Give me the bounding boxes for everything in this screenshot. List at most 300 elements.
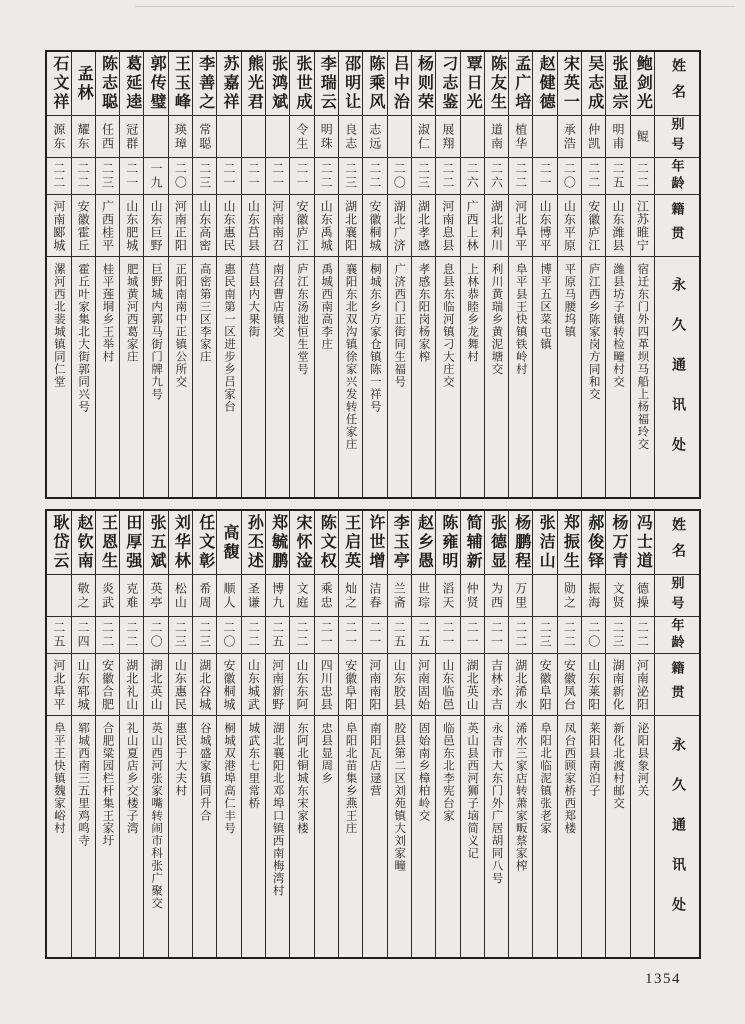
name-cell — [266, 511, 289, 575]
name-cell — [120, 511, 143, 575]
address-cell — [339, 257, 362, 497]
native-place-cell — [144, 195, 167, 257]
entry-name: 杨则荣 — [415, 55, 433, 112]
alias-cell — [217, 116, 240, 158]
entry-native-place: 河南息县 — [440, 199, 455, 252]
alias-cell — [412, 575, 435, 617]
age-cell — [290, 158, 313, 195]
native-place-cell — [485, 654, 508, 716]
name-cell — [339, 52, 362, 116]
entry-address: 固始南乡樟柏岭交 — [417, 722, 430, 822]
header-alias-cell — [655, 116, 699, 158]
entry-name: 冯士道 — [634, 514, 652, 571]
entry-column — [265, 511, 289, 957]
name-cell — [363, 511, 386, 575]
native-place-cell — [217, 654, 240, 716]
entry-address: 平原马腰坞镇 — [563, 263, 576, 338]
entry-address: 惠民于大夫村 — [174, 722, 187, 797]
entry-age: 二二 — [76, 162, 91, 190]
name-cell — [339, 511, 362, 575]
entry-name: 吴志成 — [585, 55, 603, 112]
entry-name: 刘华林 — [172, 514, 190, 571]
entry-age: 二一 — [246, 162, 261, 190]
entry-address: 肥城黄河西葛家庄 — [125, 263, 138, 363]
entry-column — [435, 511, 459, 957]
entry-age: 二〇 — [222, 621, 237, 649]
entry-age: 二五 — [392, 621, 407, 649]
header-column — [654, 52, 699, 497]
entry-address: 合肥粱园栏杆集王家圩 — [101, 722, 114, 847]
entry-address: 南召曹店镇交 — [271, 263, 284, 338]
entry-column — [119, 52, 143, 497]
entry-age: 二二 — [635, 621, 650, 649]
entry-age: 二一 — [124, 162, 139, 190]
entry-address: 博平五区菜屯镇 — [539, 263, 552, 351]
entry-native-place: 山东郓城 — [76, 658, 91, 711]
alias-cell — [47, 116, 70, 158]
native-place-cell — [558, 654, 581, 716]
name-cell — [193, 52, 216, 116]
header-age-label: 年龄 — [669, 159, 685, 193]
entry-age: 二三 — [538, 621, 553, 649]
entry-alias: 振海 — [586, 581, 601, 610]
name-cell — [509, 52, 532, 116]
entry-name: 孟林 — [75, 64, 93, 103]
name-cell — [631, 52, 654, 116]
entry-name: 苏嘉祥 — [221, 55, 239, 112]
native-place-cell — [339, 195, 362, 257]
entry-address: 凤台西顾家桥西郑楼 — [563, 722, 576, 835]
entry-native-place: 安徽霍丘 — [76, 199, 91, 252]
name-cell — [412, 52, 435, 116]
entry-column — [241, 511, 265, 957]
native-place-cell — [193, 654, 216, 716]
entry-native-place: 湖北英山 — [465, 658, 480, 711]
header-name-label: 姓名 — [670, 57, 685, 110]
entry-alias: 乘忠 — [319, 581, 334, 610]
alias-cell — [363, 575, 386, 617]
name-cell — [436, 511, 459, 575]
name-cell — [217, 52, 240, 116]
entry-age: 一九 — [149, 162, 164, 190]
entry-alias: 展翔 — [440, 122, 455, 151]
entry-address: 谷城盛家镇同升合 — [198, 722, 211, 822]
address-cell — [533, 716, 556, 957]
native-place-cell — [242, 195, 265, 257]
native-place-cell — [120, 654, 143, 716]
entry-address: 惠民南第一区进步乡吕家台 — [223, 263, 236, 413]
entry-address: 郓城西南三五里鸡鸣寺 — [77, 722, 90, 847]
age-cell — [509, 617, 532, 654]
entry-column — [557, 511, 581, 957]
address-cell — [558, 257, 581, 497]
entry-alias: 滔天 — [440, 581, 455, 610]
native-place-cell — [631, 195, 654, 257]
alias-cell — [169, 575, 192, 617]
native-place-cell — [96, 195, 119, 257]
alias-cell — [315, 116, 338, 158]
address-cell — [582, 257, 605, 497]
entry-column — [411, 52, 435, 497]
native-place-cell — [169, 654, 192, 716]
entry-column — [289, 511, 313, 957]
entry-address: 襄阳东北双沟镇徐家兴发转任家庄 — [344, 263, 357, 451]
alias-cell — [388, 575, 411, 617]
header-native-cell — [655, 654, 699, 716]
entry-alias: 灿之 — [343, 581, 358, 610]
age-cell — [96, 158, 119, 195]
entry-name: 张德显 — [488, 514, 506, 571]
age-cell — [582, 158, 605, 195]
entry-age: 二一 — [343, 621, 358, 649]
entry-alias: 万里 — [513, 581, 528, 610]
entry-alias: 常聪 — [197, 122, 212, 151]
entry-age: 二一 — [270, 162, 285, 190]
entry-age: 二四 — [76, 621, 91, 649]
address-cell — [606, 257, 629, 497]
native-place-cell — [533, 654, 556, 716]
address-cell — [193, 257, 216, 497]
name-cell — [217, 511, 240, 575]
native-place-cell — [242, 654, 265, 716]
native-place-cell — [509, 654, 532, 716]
entry-native-place: 山东城武 — [246, 658, 261, 711]
entry-address: 胶县第二区刘苑镇大刘家疃 — [393, 722, 406, 872]
entry-age: 二五 — [270, 621, 285, 649]
entry-alias: 英亭 — [149, 581, 164, 610]
entry-alias: 敬之 — [76, 581, 91, 610]
name-cell — [461, 511, 484, 575]
header-alias-label: 别号 — [669, 116, 685, 157]
entry-native-place: 河南南召 — [270, 199, 285, 252]
name-cell — [96, 511, 119, 575]
alias-cell — [144, 116, 167, 158]
age-cell — [388, 158, 411, 195]
entry-alias: 明珠 — [319, 122, 334, 151]
address-cell — [72, 716, 95, 957]
entry-alias: 洁春 — [367, 581, 382, 610]
entry-native-place: 山东莒县 — [246, 199, 261, 252]
scan-edge-line — [135, 6, 735, 7]
entry-address: 霍丘叶家集北大街郭同兴号 — [77, 263, 90, 413]
age-cell — [72, 158, 95, 195]
native-place-cell — [363, 195, 386, 257]
age-cell — [169, 158, 192, 195]
name-cell — [363, 52, 386, 116]
entry-name: 宋怀淦 — [293, 514, 311, 571]
entry-native-place: 河北阜平 — [513, 199, 528, 252]
entry-address: 泌阳县象河关 — [636, 722, 649, 797]
name-cell — [266, 52, 289, 116]
age-cell — [144, 617, 167, 654]
name-cell — [315, 52, 338, 116]
header-alias-cell — [655, 575, 699, 617]
entry-native-place: 山东肥城 — [124, 199, 139, 252]
entry-column — [192, 52, 216, 497]
entry-name: 刁志鉴 — [439, 55, 457, 112]
native-place-cell — [388, 654, 411, 716]
entry-age: 二二 — [100, 621, 115, 649]
entry-address: 莱阳县南泊子 — [587, 722, 600, 797]
header-native-label: 籍贯 — [669, 660, 685, 709]
address-cell — [193, 716, 216, 957]
name-cell — [193, 511, 216, 575]
age-cell — [339, 158, 362, 195]
alias-cell — [144, 575, 167, 617]
entry-age: 二二 — [513, 162, 528, 190]
header-age-cell — [655, 617, 699, 654]
entry-native-place: 湖南新化 — [611, 658, 626, 711]
name-cell — [533, 52, 556, 116]
entry-age: 二二 — [440, 162, 455, 190]
entry-address: 阜阳北临泥镇张老家 — [539, 722, 552, 835]
entry-name: 孟广培 — [512, 55, 530, 112]
entry-age: 二二 — [319, 162, 334, 190]
entry-column — [338, 52, 362, 497]
entry-age: 二三 — [611, 621, 626, 649]
name-cell — [47, 511, 70, 575]
alias-cell — [217, 575, 240, 617]
age-cell — [582, 617, 605, 654]
native-place-cell — [266, 195, 289, 257]
entry-address: 利川黄瑞乡黄泥塘交 — [490, 263, 503, 376]
native-place-cell — [315, 654, 338, 716]
entry-column — [362, 511, 386, 957]
entry-alias: 冠群 — [124, 122, 139, 151]
age-cell — [533, 158, 556, 195]
entry-native-place: 江苏睢宁 — [635, 199, 650, 252]
name-cell — [169, 52, 192, 116]
entry-age: 二三 — [343, 162, 358, 190]
address-cell — [169, 257, 192, 497]
address-cell — [290, 716, 313, 957]
entry-column — [508, 52, 532, 497]
entry-name: 郝俊铎 — [585, 514, 603, 571]
age-cell — [217, 158, 240, 195]
native-place-cell — [339, 654, 362, 716]
alias-cell — [509, 116, 532, 158]
native-place-cell — [582, 654, 605, 716]
alias-cell — [72, 116, 95, 158]
entry-native-place: 安徽庐江 — [294, 199, 309, 252]
entry-address: 临邑东北李宪台家 — [441, 722, 454, 822]
age-cell — [72, 617, 95, 654]
header-alias-label: 别号 — [669, 575, 685, 616]
name-cell — [144, 52, 167, 116]
alias-cell — [339, 116, 362, 158]
address-cell — [436, 716, 459, 957]
entry-age: 二〇 — [173, 162, 188, 190]
address-cell — [96, 257, 119, 497]
entry-age: 二三 — [173, 621, 188, 649]
entry-column — [95, 511, 119, 957]
entry-column — [119, 511, 143, 957]
alias-cell — [485, 575, 508, 617]
entry-address: 永吉市大东门外广居胡同八号 — [490, 722, 503, 885]
entry-address: 高密第三区李家庄 — [198, 263, 211, 363]
entry-alias: 植华 — [513, 122, 528, 151]
entry-column — [484, 52, 508, 497]
register-table — [45, 509, 701, 959]
name-cell — [120, 52, 143, 116]
age-cell — [533, 617, 556, 654]
entry-alias: 源东 — [51, 122, 66, 151]
entry-name: 覃日光 — [464, 55, 482, 112]
age-cell — [436, 158, 459, 195]
native-place-cell — [47, 195, 70, 257]
alias-cell — [242, 575, 265, 617]
entry-alias: 松山 — [173, 581, 188, 610]
entry-native-place: 安徽凤台 — [562, 658, 577, 711]
alias-cell — [388, 116, 411, 158]
entry-alias: 仲凯 — [586, 122, 601, 151]
alias-cell — [120, 116, 143, 158]
address-cell — [582, 716, 605, 957]
entry-address: 漯河西北裴城镇同仁堂 — [52, 263, 65, 388]
entry-name: 耿岱云 — [50, 514, 68, 571]
entry-name: 王玉峰 — [172, 55, 190, 112]
entry-column — [143, 52, 167, 497]
entry-alias: 道南 — [489, 122, 504, 151]
native-place-cell — [47, 654, 70, 716]
entry-name: 张显宗 — [610, 55, 628, 112]
entry-alias: 为西 — [489, 581, 504, 610]
entry-alias: 任西 — [100, 122, 115, 151]
entry-name: 孙丕述 — [245, 514, 263, 571]
alias-cell — [242, 116, 265, 158]
age-cell — [193, 617, 216, 654]
entry-column — [411, 511, 435, 957]
native-place-cell — [96, 654, 119, 716]
entry-address: 城武东七里常桥 — [247, 722, 260, 810]
entry-native-place: 湖北利川 — [489, 199, 504, 252]
entry-age: 二五 — [611, 162, 626, 190]
entry-column — [605, 52, 629, 497]
address-cell — [339, 716, 362, 957]
entry-column — [95, 52, 119, 497]
age-cell — [509, 158, 532, 195]
age-cell — [120, 158, 143, 195]
entry-column — [265, 52, 289, 497]
entry-address: 桂平莲垌乡王举村 — [101, 263, 114, 363]
age-cell — [47, 617, 70, 654]
entry-native-place: 河北阜平 — [51, 658, 66, 711]
age-cell — [242, 617, 265, 654]
entry-address: 南阳瓦店逯营 — [368, 722, 381, 797]
name-cell — [290, 52, 313, 116]
address-cell — [436, 257, 459, 497]
entry-alias: 淑仁 — [416, 122, 431, 151]
name-cell — [144, 511, 167, 575]
entry-native-place: 山东惠民 — [222, 199, 237, 252]
age-cell — [436, 617, 459, 654]
entry-native-place: 山东潍县 — [611, 199, 626, 252]
name-cell — [582, 511, 605, 575]
alias-cell — [72, 575, 95, 617]
entry-native-place: 湖北襄阳 — [343, 199, 358, 252]
entry-name: 邵明让 — [342, 55, 360, 112]
entry-age: 二〇 — [562, 162, 577, 190]
name-cell — [485, 511, 508, 575]
address-cell — [315, 716, 338, 957]
entry-alias: 承浩 — [562, 122, 577, 151]
entry-alias: 瑛璋 — [173, 122, 188, 151]
entry-native-place: 湖北礼山 — [124, 658, 139, 711]
entry-native-place: 山东东阿 — [294, 658, 309, 711]
entry-alias: 圣谦 — [246, 581, 261, 610]
entry-name: 任文彰 — [196, 514, 214, 571]
alias-cell — [363, 116, 386, 158]
entry-column — [216, 511, 240, 957]
alias-cell — [606, 575, 629, 617]
entry-address: 上林恭睦乡龙舞村 — [466, 263, 479, 363]
alias-cell — [558, 575, 581, 617]
alias-cell — [290, 575, 313, 617]
name-cell — [461, 52, 484, 116]
native-place-cell — [485, 195, 508, 257]
entry-address: 巨野城内郭马街门牌九号 — [150, 263, 163, 401]
age-cell — [363, 617, 386, 654]
entry-age: 二五 — [416, 621, 431, 649]
entry-address: 莒县内大果街 — [247, 263, 260, 338]
native-place-cell — [509, 195, 532, 257]
alias-cell — [193, 575, 216, 617]
age-cell — [461, 617, 484, 654]
entry-column — [630, 511, 654, 957]
entry-column — [289, 52, 313, 497]
name-cell — [169, 511, 192, 575]
entry-alias: 耀东 — [76, 122, 91, 151]
entry-native-place: 河南固始 — [416, 658, 431, 711]
native-place-cell — [72, 195, 95, 257]
native-place-cell — [315, 195, 338, 257]
native-place-cell — [558, 195, 581, 257]
alias-cell — [558, 116, 581, 158]
alias-cell — [436, 116, 459, 158]
alias-cell — [509, 575, 532, 617]
entry-name: 陈文权 — [318, 514, 336, 571]
entry-alias: 希周 — [197, 581, 212, 610]
entry-age: 二〇 — [392, 162, 407, 190]
name-cell — [606, 511, 629, 575]
entry-age: 二一 — [465, 621, 480, 649]
entry-address: 礼山夏店乡交楼子湾 — [125, 722, 138, 835]
age-cell — [412, 158, 435, 195]
entry-alias: 兰斋 — [392, 581, 407, 610]
name-cell — [72, 52, 95, 116]
entry-column — [387, 511, 411, 957]
age-cell — [339, 617, 362, 654]
age-cell — [558, 158, 581, 195]
entry-column — [241, 52, 265, 497]
entry-name: 李玉亭 — [391, 514, 409, 571]
address-cell — [558, 716, 581, 957]
alias-cell — [461, 116, 484, 158]
entry-column — [532, 511, 556, 957]
entry-native-place: 河南泌阳 — [635, 658, 650, 711]
entry-native-place: 河南南阳 — [367, 658, 382, 711]
address-cell — [169, 716, 192, 957]
entry-alias: 良志 — [343, 122, 358, 151]
entry-native-place: 山东禹城 — [319, 199, 334, 252]
entry-age: 二二 — [124, 621, 139, 649]
name-cell — [96, 52, 119, 116]
entry-column — [460, 511, 484, 957]
address-cell — [509, 257, 532, 497]
address-cell — [461, 257, 484, 497]
entry-alias: 文庭 — [294, 581, 309, 610]
address-cell — [606, 716, 629, 957]
